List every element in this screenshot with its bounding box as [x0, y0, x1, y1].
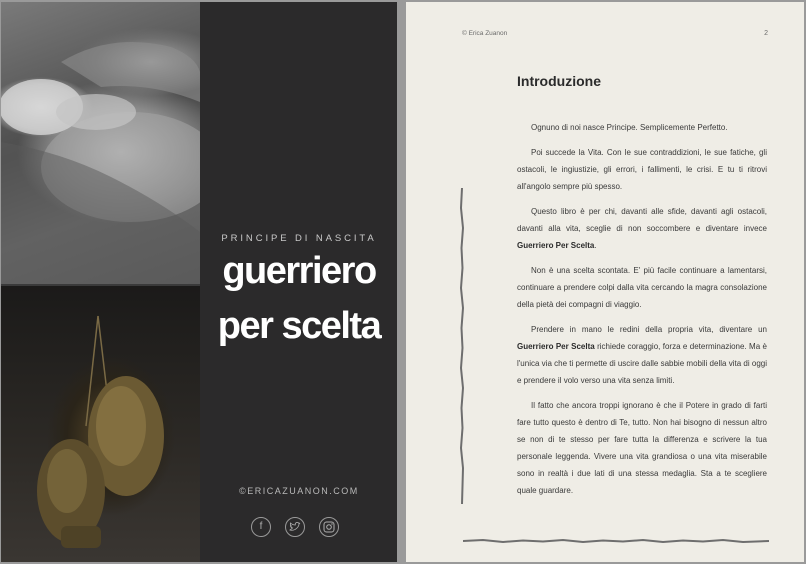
- page-number: 2: [764, 30, 768, 37]
- page-body: [517, 119, 767, 507]
- cover-text-panel: [201, 2, 397, 562]
- hands-holding-baby-photo: [1, 2, 200, 284]
- instagram-icon: [319, 517, 339, 537]
- cover-title-line1: guerriero: [222, 250, 376, 292]
- decorative-vertical-line: [459, 188, 465, 504]
- bold-phrase: Guerriero Per Scelta: [517, 342, 595, 351]
- bold-phrase: Guerriero Per Scelta: [517, 241, 595, 250]
- cover-title-line2: per scelta: [217, 305, 381, 347]
- paragraph: Poi succede la Vita. Con le sue contraddizioni, le sue fatiche, gli ostacoli, le ingiustizie, gli errori, i fallimenti, le crisi. E tu ti ritrovi all'angolo sempre più spesso.: [517, 148, 767, 191]
- paragraph: Prendere in mano le redini della propria vita, diventare un Guerriero Per Scelta richiede coraggio, forza e determinazione. Ma è l'unica via che ti permette di uscire dalle sabbie mobili della vita di oggi e prendere il volo verso una vita senza limiti.: [517, 325, 767, 385]
- decorative-horizontal-line: [463, 537, 769, 545]
- paragraph: Il fatto che ancora troppi ignorano è che il Potere in grado di farti fare tutto questo è dentro di Te, tutto. Non hai bisogno di nessun altro se non di te stesso per fare tutta la differenza e scrivere la tua personale leggenda. Vivere una vita grandiosa o una vita miserabile sono in realtà i due lati di una stessa medaglia. Sta a te scegliere quale guardare.: [517, 401, 767, 495]
- twitter-icon: [285, 517, 305, 537]
- book-page: [406, 2, 804, 562]
- paragraph: Ognuno di noi nasce Principe. Semplicemente Perfetto.: [531, 123, 728, 132]
- chapter-title: Introduzione: [517, 73, 601, 89]
- boxing-gloves-photo: [1, 286, 200, 562]
- cover-subtitle: PRINCIPE DI NASCITA: [221, 233, 377, 244]
- facebook-icon: f: [251, 517, 271, 537]
- social-icons: [251, 517, 351, 539]
- cover-website: ©ERICAZUANON.COM: [239, 486, 359, 496]
- paragraph: Questo libro è per chi, davanti alle sfide, davanti agli ostacoli, davanti alla vita, sceglie di non soccombere e diventare invece Guerriero Per Scelta.: [517, 207, 767, 250]
- paragraph: Non è una scelta scontata. E' più facile continuare a lamentarsi, continuare a prendere colpi dalla vita cercando la magra consolazione della pietà dei compagni di viaggio.: [517, 266, 767, 309]
- running-head: © Erica Zuanon: [462, 30, 508, 37]
- book-cover: [1, 2, 397, 562]
